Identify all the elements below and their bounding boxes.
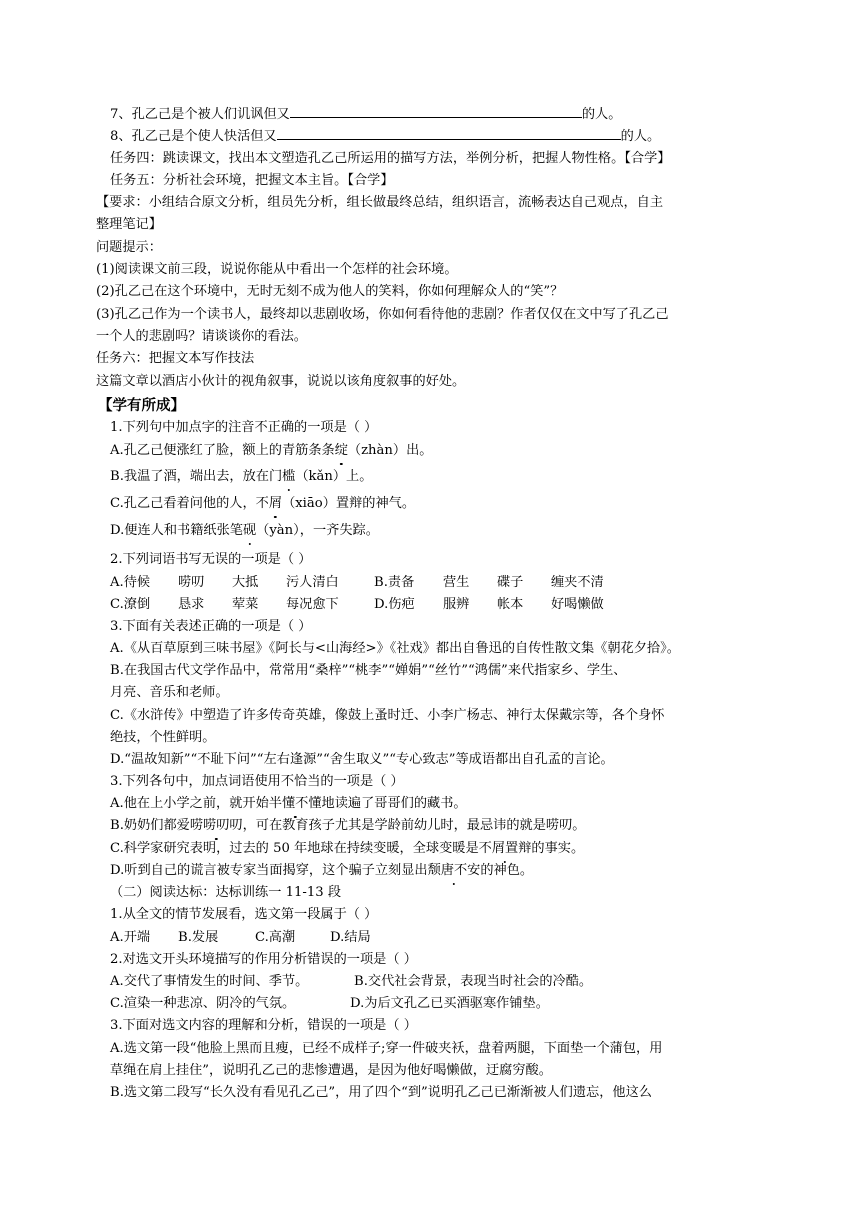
reading-r3-option-a-line-1: A.选文第一段“他脸上黑而且瘦，已经不成样子;穿一件破夹袄，盘着两腿，下面垫一个蒲包，用 bbox=[110, 1041, 663, 1056]
requirement-line-1: 【要求：小组结合原文分析，组员先分析，组长做最终总结，组织语言，流畅表达自己观点，自主 bbox=[96, 195, 664, 210]
section-heading: 【学有所成】 bbox=[98, 398, 185, 414]
task-five: 任务五：分析社会环境，把握文本主旨。【合学】 bbox=[110, 173, 394, 188]
dotted-phrase: 不屑置辩 bbox=[478, 841, 532, 856]
quiz-q4-option-d: D.听到自己的谎言被专家当面揭穿，这个骗子立刻显出颓唐不安的神色。 bbox=[110, 863, 534, 878]
reading-header: （二）阅读达标：达标训练一 11-13 段 bbox=[110, 885, 342, 900]
task-six: 任务六：把握文本写作技法 bbox=[96, 351, 255, 366]
dotted-char: 砚 bbox=[242, 523, 257, 538]
quiz-q3-option-a: A.《从百草原到三味书屋》《阿长与<山海经>》《社戏》都出自鲁迅的自传性散文集《朝花夕拾》。 bbox=[110, 641, 680, 656]
quiz-q4-option-b: B.奶奶们都爱唠唠叨叨，可在教育孩子尤其是学龄前幼儿时，最忌讳的就是唠叨。 bbox=[110, 818, 586, 833]
q8-answer-blank[interactable] bbox=[277, 127, 621, 140]
quiz-q1-option-c: C.孔乙己看着问他的人，不屑（xiāo）置辩的神气。 bbox=[110, 496, 416, 511]
reading-r2: 2.对选文开头环境描写的作用分析错误的一项是（ ） bbox=[110, 952, 417, 967]
q7-suffix: 的人。 bbox=[581, 107, 622, 122]
quiz-q4-option-c: C.科学家研究表明，过去的 50 年地球在持续变暖，全球变暖是不屑置辩的事实。 bbox=[110, 841, 585, 856]
q7-answer-blank[interactable] bbox=[290, 105, 582, 118]
dotted-phrase: 半懂不懂 bbox=[268, 796, 322, 811]
quiz-q1-option-a: A.孔乙己便涨红了脸，额上的青筋条条绽（zhàn）出。 bbox=[110, 443, 433, 458]
task-q7 bbox=[110, 105, 621, 124]
q7-prefix: 7、孔乙己是个被人们讥讽但又 bbox=[110, 107, 290, 122]
reading-r3: 3.下面对选文内容的理解和分析，错误的一项是（ ） bbox=[110, 1018, 417, 1033]
dotted-char: 槛 bbox=[282, 469, 296, 484]
hint-1: (1)阅读课文前三段，说说你能从中看出一个怎样的社会环境。 bbox=[96, 262, 458, 277]
q8-suffix: 的人。 bbox=[620, 129, 661, 144]
hint-2: (2)孔乙己在这个环境中，无时无刻不成为他人的笑料，你如何理解众人的“笑”？ bbox=[96, 284, 564, 299]
quiz-q1: 1.下列句中加点字的注音不正确的一项是（ ） bbox=[110, 420, 378, 435]
quiz-q3-option-d: D.“温故知新”“不耻下问”“左右逢源”“舍生取义”“专心致志”等成语都出自孔孟的言论。 bbox=[110, 752, 614, 767]
quiz-q3-option-c-line-1: C.《水浒传》中塑造了许多传奇英雄，像鼓上蚤时迁、小李广杨志、神行太保戴宗等，各个身怀 bbox=[110, 708, 665, 723]
reading-r1: 1.从全文的情节发展看，选文第一段属于（ ） bbox=[110, 907, 378, 922]
hint-label: 问题提示： bbox=[96, 240, 162, 255]
quiz-q1-option-b: B.我温了酒，端出去，放在门槛（kǎn）上。 bbox=[110, 469, 373, 484]
requirement-line-2: 整理笔记】 bbox=[96, 217, 162, 232]
quiz-q4-option-a: A.他在上小学之前，就开始半懂不懂地读遍了哥哥们的藏书。 bbox=[110, 796, 467, 811]
hint-3-line-2: 一个人的悲剧吗？请谈谈你的看法。 bbox=[96, 329, 307, 344]
quiz-q3-option-c-line-2: 绝技，个性鲜明。 bbox=[110, 730, 216, 745]
task-four: 任务四：跳读课文，找出本文塑造孔乙己所运用的描写方法，举例分析，把握人物性格。【合学】 bbox=[110, 151, 671, 166]
reading-r3-option-a-line-2: 草绳在肩上挂住”，说明孔乙己的悲惨遭遇，是因为他好喝懒做，迂腐穷酸。 bbox=[110, 1063, 552, 1078]
dotted-phrase: 唠唠叨叨 bbox=[189, 818, 243, 833]
quiz-q3-option-b-line-2: 月亮、音乐和老师。 bbox=[110, 685, 229, 700]
dotted-char: 绽 bbox=[334, 443, 348, 458]
quiz-q3: 3.下面有关表述正确的一项是（ ） bbox=[110, 619, 312, 634]
hint-3-line-1: (3)孔乙己作为一个读书人，最终却以悲剧收场，你如何看待他的悲剧？作者仅仅在文中写了孔乙己 bbox=[96, 307, 669, 322]
quiz-q2: 2.下列词语书写无误的一项是（ ） bbox=[110, 552, 312, 567]
dotted-char: 屑 bbox=[268, 496, 283, 511]
task-q8 bbox=[110, 127, 660, 146]
task-six-description: 这篇文章以酒店小伙计的视角叙事，说说以该角度叙事的好处。 bbox=[96, 374, 466, 389]
quiz-q3-option-b-line-1: B.在我国古代文学作品中，常常用“桑梓”“桃李”“婵娟”“丝竹”“鸿儒”来代指家乡、学生、 bbox=[110, 663, 627, 678]
quiz-q1-option-d: D.便连人和书籍纸张笔砚（yàn），一齐失踪。 bbox=[110, 523, 379, 538]
reading-r3-option-b: B.选文第二段写“长久没有看见孔乙己”，用了四个“到”说明孔乙己已渐渐被人们遗忘，他这么 bbox=[110, 1085, 652, 1100]
dotted-phrase: 颓唐不安 bbox=[427, 863, 481, 878]
quiz-q4: 3.下列各句中，加点词语使用不恰当的一项是（ ） bbox=[110, 774, 404, 789]
q8-prefix: 8、孔乙己是个使人快活但又 bbox=[110, 129, 277, 144]
